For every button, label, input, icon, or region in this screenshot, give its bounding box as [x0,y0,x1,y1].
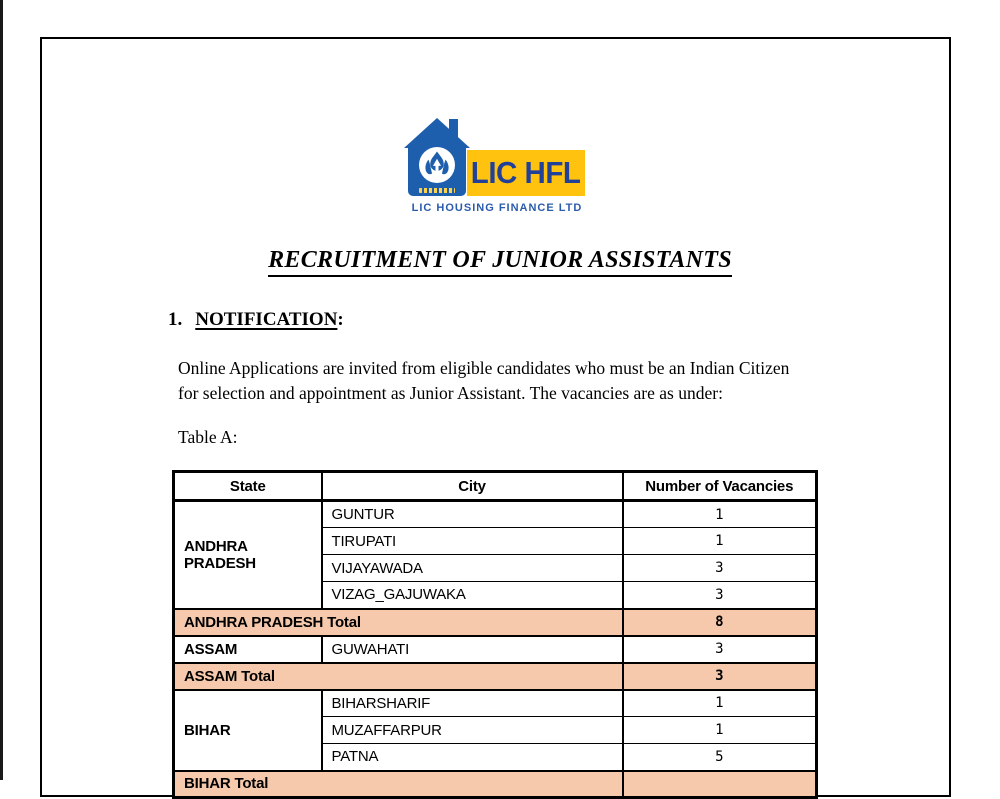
lic-emblem-icon [419,147,455,183]
state-total-row [174,771,817,798]
vacancy-cell: 3 [623,636,817,663]
vacancy-cell: 3 [623,555,817,582]
table-row [174,501,817,528]
state-cell: BIHAR [174,690,322,771]
section-heading [168,309,344,331]
state-total-value: 8 [623,609,817,636]
vacancy-table [172,470,818,799]
state-cell: ANDHRA PRADESH [174,501,322,609]
city-cell: BIHARSHARIF [322,690,623,717]
state-total-row [174,609,817,636]
roof-shape [404,118,470,148]
logo-motto-band [419,188,455,193]
city-cell: MUZAFFARPUR [322,717,623,744]
vacancy-cell: 1 [623,717,817,744]
city-cell: VIJAYAWADA [322,555,623,582]
header-city: City [322,472,623,501]
city-cell: GUNTUR [322,501,623,528]
section-number: 1. [168,309,183,330]
vacancy-cell: 3 [623,582,817,609]
intro-line-1: Online Applications are invited from eligible candidates who must be an Indian Citizen [178,358,790,378]
table-header-row [174,472,817,501]
intro-paragraph [178,356,789,406]
section-heading-text: NOTIFICATION: [195,309,344,330]
vacancy-cell: 5 [623,744,817,771]
state-total-value [623,771,817,798]
header-state: State [174,472,322,501]
logo-tagline: LIC HOUSING FINANCE LTD [411,202,583,214]
city-cell: GUWAHATI [322,636,623,663]
vacancy-cell: 1 [623,528,817,555]
city-cell: VIZAG_GAJUWAKA [322,582,623,609]
state-cell: ASSAM [174,636,322,663]
window-left-edge [0,0,3,780]
vacancy-cell: 1 [623,690,817,717]
city-cell: TIRUPATI [322,528,623,555]
logo-wordmark-text: LIC HFL [470,155,581,190]
header-vacancies: Number of Vacancies [623,472,817,501]
logo-wordmark [467,150,585,196]
state-total-label: ANDHRA PRADESH Total [174,609,623,636]
logo-house-icon [404,118,470,198]
state-total-label: BIHAR Total [174,771,623,798]
state-total-label: ASSAM Total [174,663,623,690]
table-row [174,636,817,663]
house-body-shape [408,147,466,196]
doc-title [0,247,1000,277]
doc-title-text: RECRUITMENT OF JUNIOR ASSISTANTS [268,247,732,277]
vacancy-cell: 1 [623,501,817,528]
table-row [174,690,817,717]
intro-line-2: for selection and appointment as Junior Assistant. The vacancies are as under: [178,383,723,403]
city-cell: PATNA [322,744,623,771]
table-label: Table A: [178,427,238,447]
state-total-row [174,663,817,690]
state-total-value: 3 [623,663,817,690]
